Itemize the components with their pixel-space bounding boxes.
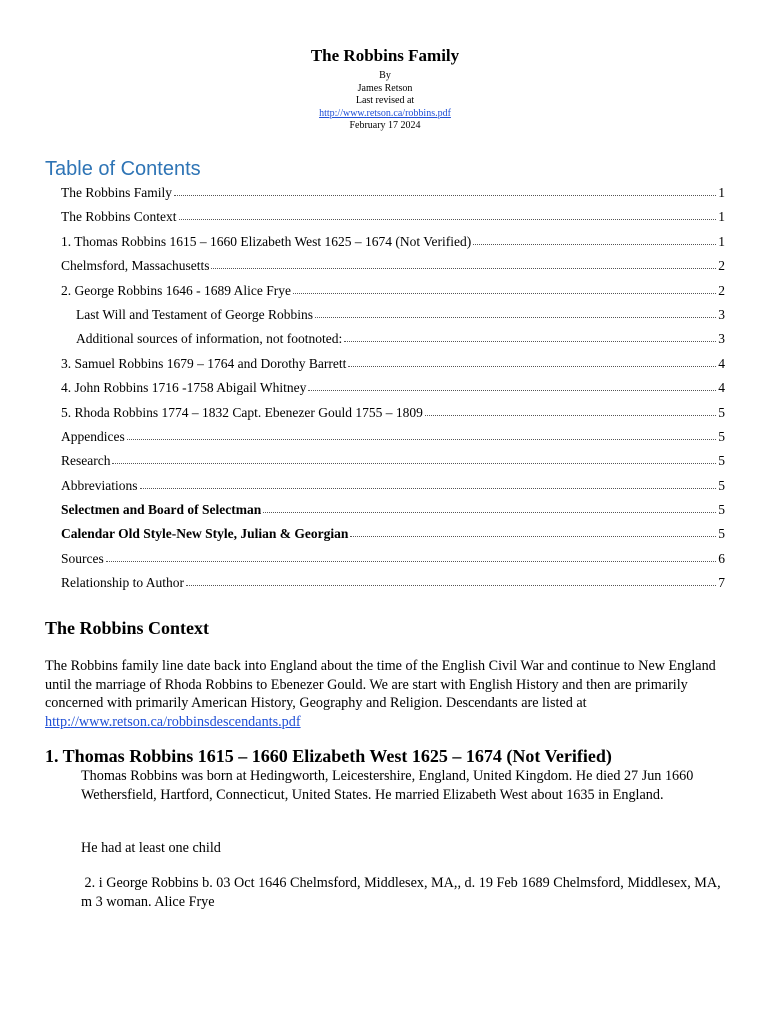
robbins-context-text: The Robbins family line date back into England about the time of the English Civil War and continue to New England until the marriage of Rhoda Robbins to Ebenezer Gould. We are start with English History and then are primarily concerned with primarily American History, Geography and Religion. Descendants are listed at [45,658,716,712]
toc-entry[interactable]: Research 5 [61,453,725,469]
descendants-link[interactable]: http://www.retson.ca/robbinsdescendants.pdf [45,713,301,730]
child-george-robbins-entry: 2. i George Robbins b. 03 Oct 1646 Chelmsford, Middlesex, MA,, d. 19 Feb 1689 Chelmsford, Middlesex, MA, m 3 woman. Alice Frye [81,875,725,910]
thomas-robbins-paragraph: Thomas Robbins was born at Hedingworth, Leicestershire, England, United Kingdom. He died 27 Jun 1660 Wethersfield, Hartford, Connecticut, United States. He married Elizabeth West about 1635 in England. [81,768,694,803]
toc-leader [140,488,717,489]
author-name: James Retson [357,82,413,94]
robbins-context-paragraph [45,657,725,731]
toc-leader [293,293,716,294]
table-of-contents [61,185,725,600]
toc-entry[interactable]: Additional sources of information, not footnoted: 3 [76,331,725,347]
toc-leader [106,561,717,562]
toc-entry[interactable]: Chelmsford, Massachusetts 2 [61,258,725,274]
toc-leader [179,219,717,220]
toc-leader [112,463,716,464]
toc-leader [127,439,717,440]
toc-leader [211,268,716,269]
toc-entry[interactable]: Appendices 5 [61,428,725,444]
toc-entry[interactable]: 1. Thomas Robbins 1615 – 1660 Elizabeth West 1625 – 1674 (Not Verified) 1 [61,233,725,249]
toc-entry[interactable]: 4. John Robbins 1716 -1758 Abigail Whitney 4 [61,380,725,396]
toc-leader [186,585,716,586]
thomas-robbins-heading: 1. Thomas Robbins 1615 – 1660 Elizabeth West 1625 – 1674 (Not Verified) [45,746,612,766]
toc-heading: Table of Contents [45,158,201,180]
document-header [0,46,770,133]
toc-leader [350,536,716,537]
toc-entry[interactable]: Last Will and Testament of George Robbins 3 [76,306,725,322]
toc-leader [315,317,716,318]
toc-leader [348,366,716,367]
toc-leader [473,244,716,245]
toc-leader [308,390,716,391]
toc-leader [174,195,716,196]
robbins-context-heading: The Robbins Context [45,618,210,638]
toc-entry[interactable]: 3. Samuel Robbins 1679 – 1764 and Dorothy Barrett 4 [61,355,725,371]
revision-date: February 17 2024 [349,120,421,131]
toc-leader [425,415,716,416]
toc-entry[interactable]: Abbreviations 5 [61,477,725,493]
toc-entry[interactable]: The Robbins Context 1 [61,209,725,225]
revised-label: Last revised at [355,95,415,106]
toc-entry[interactable]: 5. Rhoda Robbins 1774 – 1832 Capt. Ebenezer Gould 1755 – 1809 5 [61,404,725,420]
toc-entry[interactable]: Calendar Old Style-New Style, Julian & Georgian 5 [61,526,725,542]
document-url-link[interactable]: http://www.retson.ca/robbins.pdf [319,107,451,119]
toc-leader [263,512,716,513]
document-title: The Robbins Family [310,46,460,65]
toc-entry[interactable]: 2. George Robbins 1646 - 1689 Alice Frye 2 [61,282,725,298]
toc-leader [344,341,716,342]
children-count-paragraph: He had at least one child [81,840,221,856]
toc-entry[interactable]: Sources 6 [61,550,725,566]
toc-entry[interactable]: The Robbins Family 1 [61,185,725,200]
by-line: By [379,70,391,81]
toc-entry[interactable]: Relationship to Author 7 [61,575,725,591]
toc-entry[interactable]: Selectmen and Board of Selectman 5 [61,502,725,518]
